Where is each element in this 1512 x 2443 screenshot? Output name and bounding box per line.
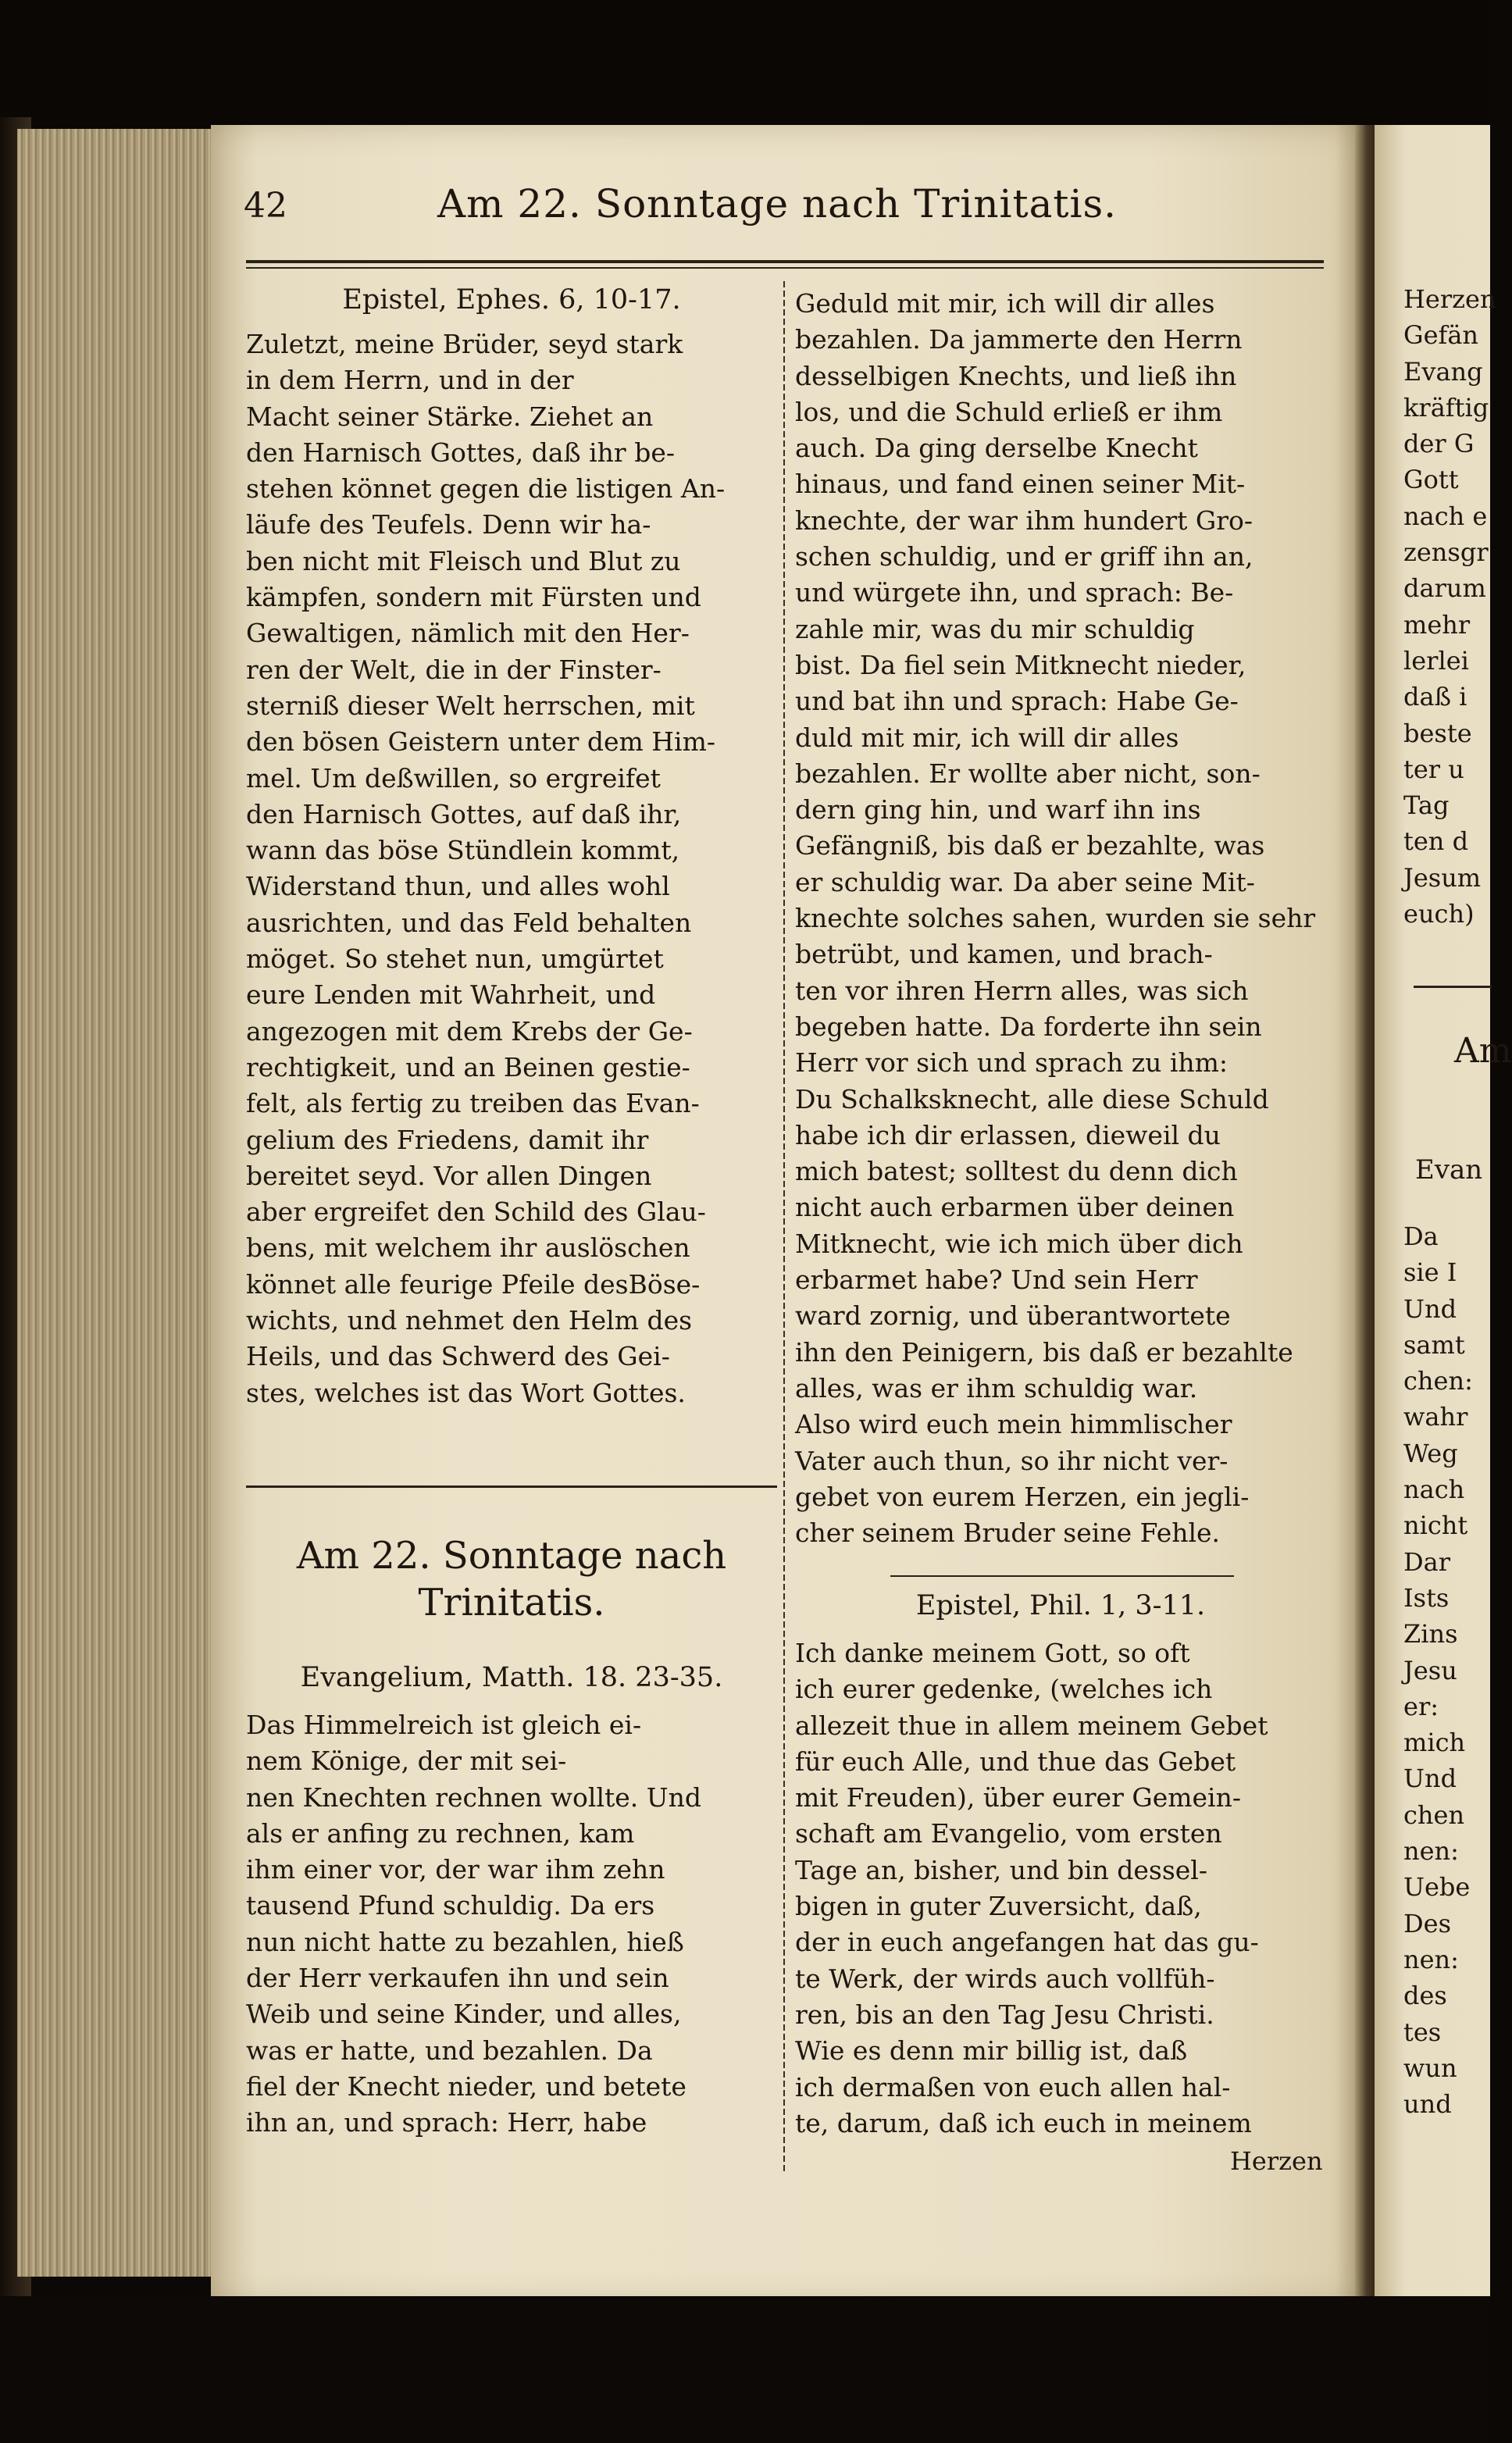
fragment-line: Ists <box>1403 1582 1450 1613</box>
text-line: ren, bis an den Tag Jesu Christi. <box>795 1999 1214 2030</box>
text-line: Zuletzt, meine Brüder, seyd stark <box>246 329 683 359</box>
fragment-line: chen <box>1403 1799 1465 1830</box>
text-line: nicht auch erbarmen über deinen <box>795 1192 1235 1223</box>
section-title-line2: Trinitatis. <box>418 1581 605 1625</box>
scan-background-bottom <box>0 2296 1490 2443</box>
section-rule <box>246 1485 777 1488</box>
text-line: der Herr verkaufen ihn und sein <box>246 1963 669 1994</box>
text-line: erbarmet habe? Und sein Herr <box>795 1264 1198 1296</box>
text-line: te Werk, der wirds auch vollfüh- <box>795 1963 1215 1994</box>
right-page-heading-fragment: Evan <box>1415 1154 1483 1186</box>
text-line: Macht seiner Stärke. Ziehet an <box>246 401 654 432</box>
fragment-line: daß i <box>1403 682 1467 712</box>
text-line: knechte, der war ihm hundert Gro- <box>795 505 1253 536</box>
fragment-line: Jesu <box>1403 1655 1457 1685</box>
text-line: stehen könnet gegen die listigen An- <box>246 473 726 505</box>
text-line: ich dermaßen von euch allen hal- <box>795 2071 1231 2102</box>
fragment-line: nen: <box>1403 1836 1459 1867</box>
fragment-line: mich <box>1403 1728 1466 1758</box>
fragment-line: Herzen <box>1403 284 1496 314</box>
text-line: Vater auch thun, so ihr nicht ver- <box>795 1445 1228 1476</box>
fragment-line: Evang <box>1403 356 1483 387</box>
fragment-line: Weg <box>1403 1438 1458 1468</box>
section-title <box>246 1532 777 1626</box>
catchword: Herzen <box>1230 2146 1323 2176</box>
text-line: läufe des Teufels. Denn wir ha- <box>246 509 651 540</box>
text-line: los, und die Schuld erließ er ihm <box>795 396 1223 427</box>
header-rule-thin <box>246 267 1324 269</box>
text-line: wann das böse Stündlein kommt, <box>246 835 680 866</box>
text-line: Herr vor sich und sprach zu ihm: <box>795 1047 1228 1079</box>
text-line: allezeit thue in allem meinem Gebet <box>795 1710 1268 1741</box>
fragment-line: des <box>1403 1981 1447 2011</box>
fragment-line: Und <box>1403 1764 1457 1794</box>
text-line: rechtigkeit, und an Beinen gestie- <box>246 1051 690 1082</box>
text-line: auch. Da ging derselbe Knecht <box>795 433 1198 464</box>
text-line: bist. Da fiel sein Mitknecht nieder, <box>795 649 1246 680</box>
section-title-line1: Am 22. Sonntage nach <box>296 1534 727 1578</box>
fragment-line: beste <box>1403 718 1472 748</box>
text-line: Also wird euch mein himmlischer <box>795 1409 1232 1440</box>
fragment-line: nicht <box>1403 1510 1468 1541</box>
header-rule <box>246 260 1324 263</box>
text-line: Gefängniß, bis daß er bezahlte, was <box>795 830 1265 861</box>
text-line: Tage an, bisher, und bin dessel- <box>795 1854 1207 1885</box>
text-line: den Harnisch Gottes, auf daß ihr, <box>246 798 682 829</box>
fragment-line: sie I <box>1403 1257 1457 1288</box>
fragment-line: der G <box>1403 429 1475 459</box>
text-line: Ich danke meinem Gott, so oft <box>795 1638 1190 1668</box>
gospel-text-left <box>246 1707 777 2142</box>
fragment-line: Gefän <box>1403 320 1479 351</box>
epistle-rule <box>890 1575 1234 1577</box>
text-line: felt, als fertig zu treiben das Evan- <box>246 1088 700 1119</box>
text-line: ich eurer gedenke, (welches ich <box>795 1674 1213 1705</box>
text-line: hinaus, und fand einen seiner Mit- <box>795 469 1246 500</box>
text-line: Gewaltigen, nämlich mit den Her- <box>246 618 690 649</box>
text-line: ward zornig, und überantwortete <box>795 1300 1231 1332</box>
text-line: was er hatte, und bezahlen. Da <box>246 2035 653 2066</box>
text-line: habe ich dir erlassen, dieweil du <box>795 1119 1221 1150</box>
fragment-line: chen: <box>1403 1366 1473 1396</box>
text-line: kämpfen, sondern mit Fürsten und <box>246 582 701 613</box>
fragment-line: Dar <box>1403 1546 1451 1577</box>
right-page-rule <box>1414 986 1492 988</box>
epistle-heading-middle: Epistel, Phil. 1, 3-11. <box>915 1590 1206 1621</box>
text-line: wichts, und nehmet den Helm des <box>246 1305 693 1336</box>
text-line: schaft am Evangelio, vom ersten <box>795 1818 1222 1849</box>
fragment-line: Da <box>1403 1222 1439 1251</box>
text-line: sterniß dieser Welt herrschen, mit <box>246 690 695 721</box>
fragment-line: darum <box>1403 573 1486 604</box>
text-line: alles, was er ihm schuldig war. <box>795 1372 1198 1403</box>
text-line: bigen in guter Zuversicht, daß, <box>795 1891 1202 1922</box>
fragment-line: wahr <box>1403 1402 1468 1432</box>
text-line: Mitknecht, wie ich mich über dich <box>795 1228 1243 1259</box>
text-line: zahle mir, was du mir schuldig <box>795 613 1195 644</box>
text-line: ihn an, und sprach: Herr, habe <box>246 2107 647 2138</box>
fragment-line: samt <box>1403 1329 1465 1360</box>
text-line: möget. So stehet nun, umgürtet <box>246 943 664 975</box>
text-line: ihn den Peinigern, bis daß er bezahlte <box>795 1336 1293 1368</box>
text-line: begeben hatte. Da forderte ihn sein <box>795 1011 1262 1042</box>
fragment-line: Jesum <box>1403 862 1482 893</box>
text-line: eure Lenden mit Wahrheit, und <box>246 979 656 1011</box>
text-line: Weib und seine Kinder, und alles, <box>246 1999 682 2030</box>
epistle-heading-left: Epistel, Ephes. 6, 10-17. <box>342 284 681 316</box>
fragment-line: er: <box>1403 1691 1439 1721</box>
text-line: te, darum, daß ich euch in meinem <box>795 2107 1252 2138</box>
text-line: nun nicht hatte zu bezahlen, hieß <box>246 1926 684 1957</box>
text-line: nem Könige, der mit sei- <box>246 1746 567 1777</box>
fragment-line: lerlei <box>1403 645 1469 676</box>
text-line: der in euch angefangen hat das gu- <box>795 1927 1259 1958</box>
text-line: ten vor ihren Herrn alles, was sich <box>795 975 1249 1006</box>
text-line: bezahlen. Da jammerte den Herrn <box>795 324 1243 355</box>
text-line: als er anfing zu rechnen, kam <box>246 1817 635 1849</box>
fragment-line: wun <box>1403 2052 1457 2083</box>
text-line: knechte solches sahen, wurden sie sehr <box>795 903 1316 934</box>
text-line: schen schuldig, und er griff ihn an, <box>795 541 1253 572</box>
fragment-line: nach <box>1403 1475 1465 1505</box>
text-line: dern ging hin, und warf ihn ins <box>795 794 1201 826</box>
gospel-heading: Evangelium, Matth. 18. 23-35. <box>300 1662 723 1693</box>
fragment-line: Zins <box>1403 1619 1458 1649</box>
text-line: in dem Herrn, und in der <box>246 365 574 396</box>
text-line: Das Himmelreich ist gleich ei- <box>246 1710 642 1740</box>
text-line: stes, welches ist das Wort Gottes. <box>246 1377 686 1408</box>
right-page-text-bottom <box>1403 1218 1493 2122</box>
text-line: gelium des Friedens, damit ihr <box>246 1124 649 1155</box>
text-line: er schuldig war. Da aber seine Mit- <box>795 866 1255 897</box>
epistle-text-left <box>246 326 777 1411</box>
scan-background-top <box>0 0 1490 133</box>
text-line: Widerstand thun, und alles wohl <box>246 871 670 902</box>
text-line: bens, mit welchem ihr auslöschen <box>246 1232 690 1264</box>
epistle-text-middle <box>795 1635 1326 2142</box>
text-line: fiel der Knecht nieder, und betete <box>246 2070 686 2102</box>
fragment-line: ter u <box>1403 754 1464 784</box>
text-line: aber ergreifet den Schild des Glau- <box>246 1197 706 1228</box>
fragment-line: und <box>1403 2089 1452 2120</box>
text-line: tausend Pfund schuldig. Da ers <box>246 1890 655 1921</box>
text-line: mich batest; solltest du denn dich <box>795 1156 1238 1187</box>
column-divider <box>783 281 785 2171</box>
text-line: ihm einer vor, der war ihm zehn <box>246 1854 665 1885</box>
text-line: Du Schalksknecht, alle diese Schuld <box>795 1083 1269 1115</box>
right-page-text-top <box>1403 281 1496 932</box>
fragment-line: Und <box>1403 1293 1457 1324</box>
text-line: betrübt, und kamen, und brach- <box>795 939 1213 970</box>
right-page-title-fragment: Am <box>1454 1031 1512 1071</box>
gospel-text-continued <box>795 286 1326 1551</box>
text-line: ben nicht mit Fleisch und Blut zu <box>246 545 681 576</box>
fragment-line: nen: <box>1403 1944 1459 1974</box>
text-line: und würgete ihn, und sprach: Be- <box>795 577 1234 608</box>
fragment-line: euch) <box>1403 899 1475 929</box>
text-line: den bösen Geistern unter dem Him- <box>246 726 716 758</box>
fragment-line: tes <box>1403 2017 1442 2047</box>
fragment-line: mehr <box>1403 609 1471 640</box>
text-line: Heils, und das Schwerd des Gei- <box>246 1341 670 1372</box>
text-line: könnet alle feurige Pfeile desBöse- <box>246 1268 701 1300</box>
text-line: cher seinem Bruder seine Fehle. <box>795 1518 1221 1549</box>
fragment-line: ten d <box>1403 826 1469 857</box>
fragment-line: zensgr <box>1403 537 1489 568</box>
fragment-line: Uebe <box>1403 1872 1471 1903</box>
page-number: 42 <box>244 186 287 226</box>
running-header: Am 22. Sonntage nach Trinitatis. <box>437 181 1118 226</box>
fragment-line: kräftig <box>1403 392 1489 423</box>
text-line: duld mit mir, ich will dir alles <box>795 722 1179 753</box>
text-line: desselbigen Knechts, und ließ ihn <box>795 360 1237 391</box>
text-line: bezahlen. Er wollte aber nicht, son- <box>795 758 1261 789</box>
text-line: für euch Alle, und thue das Gebet <box>795 1746 1236 1777</box>
text-line: angezogen mit dem Krebs der Ge- <box>246 1015 693 1047</box>
text-line: bereitet seyd. Vor allen Dingen <box>246 1160 652 1191</box>
text-line: ren der Welt, die in der Finster- <box>246 654 662 685</box>
fragment-line: Tag <box>1403 790 1450 821</box>
text-line: mit Freuden), über eurer Gemein- <box>795 1782 1242 1814</box>
text-line: Wie es denn mir billig ist, daß <box>795 2035 1188 2067</box>
text-line: ausrichten, und das Feld behalten <box>246 907 692 938</box>
text-line: gebet von eurem Herzen, ein jegli- <box>795 1481 1250 1512</box>
fragment-line: nach e <box>1403 501 1488 531</box>
text-line: den Harnisch Gottes, daß ihr be- <box>246 437 675 468</box>
fragment-line: Des <box>1403 1908 1452 1938</box>
text-line: nen Knechten rechnen wollte. Und <box>246 1781 701 1813</box>
text-line: und bat ihn und sprach: Habe Ge- <box>795 686 1239 717</box>
fragment-line: Gott <box>1403 465 1459 495</box>
text-line: Geduld mit mir, ich will dir alles <box>795 288 1215 319</box>
page-edges <box>17 129 216 2277</box>
text-line: mel. Um deßwillen, so ergreifet <box>246 762 661 794</box>
